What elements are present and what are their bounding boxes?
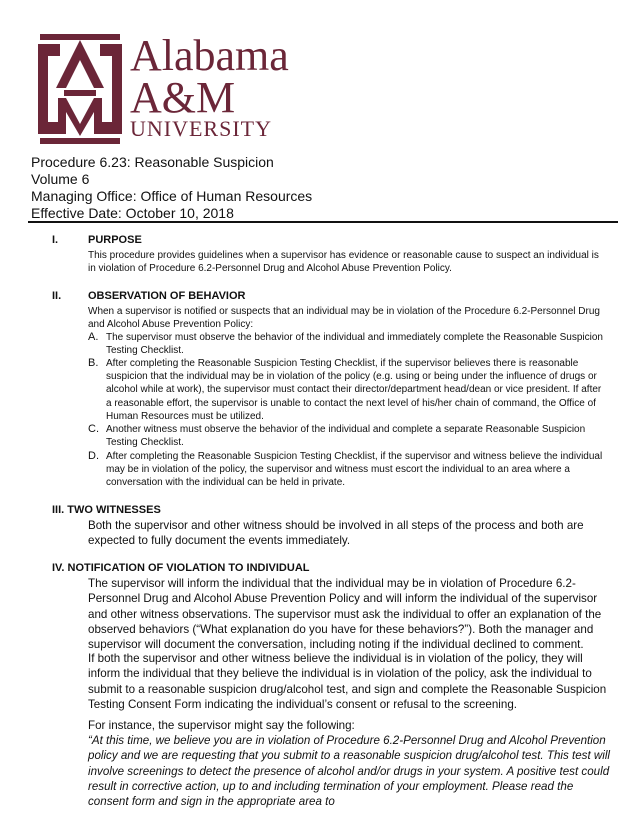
notification-paragraph-1: The supervisor will inform the individual that the individual may be in violation of Procedure 6.2-Personnel Drug and Alcohol Abuse Prevention Policy and will inform the individual of the supervisor and other witness observations. The supervisor must ask the individual to offer an explanation of the observed behaviors (“What explanation do you have for these behaviors?”). Both the manager and supervisor will document the conversation, including noting if the individual declined to comment. — [88, 577, 602, 652]
section-heading-witnesses: III. TWO WITNESSES — [52, 504, 161, 516]
procedure-volume: Volume 6 — [31, 171, 90, 187]
list-text: The supervisor must observe the behavior of the individual and immediately complete the Reasonable Suspicion Testing Checklist. — [106, 332, 603, 357]
observation-intro: When a supervisor is notified or suspects that an individual may be in violation of the Procedure 6.2-Personnel Drug and Alcohol Abuse Prevention Policy: — [88, 306, 600, 331]
list-item — [88, 331, 606, 357]
wordmark-line-2: A&M — [130, 73, 236, 122]
example-quote: “At this time, we believe you are in violation of Procedure 6.2-Personnel Drug and Alcohol Prevention policy and we are requesting that you submit to a reasonable suspicion drug/alcohol test. This test will involve screenings to detect the presence of alcohol and/or drugs in your system. A positive test could result in corrective action, up to and including termination of your employment. Please read the consent form and sign in the appropriate area to — [88, 734, 611, 809]
effective-date: Effective Date: October 10, 2018 — [31, 205, 234, 221]
list-item — [88, 450, 606, 490]
list-item — [88, 423, 606, 449]
list-letter: A. — [88, 331, 99, 343]
header-divider — [28, 221, 618, 223]
list-text: Another witness must observe the behavior of the individual and complete a separate Reasonable Suspicion Testing Checklist. — [106, 424, 586, 449]
purpose-body: This procedure provides guidelines when a supervisor has evidence or reasonable cause to suspect an individual is in violation of Procedure 6.2-Personnel Drug and Alcohol Abuse Prevention Policy. — [88, 250, 599, 275]
section-heading-notification: IV. NOTIFICATION OF VIOLATION TO INDIVIDUAL — [52, 562, 310, 574]
list-text: After completing the Reasonable Suspicion Testing Checklist, if the supervisor and witness believe the individual may be in violation of the policy, the supervisor and witness must escort the individual to an area where a conversation with the individual can be held in private. — [106, 451, 603, 489]
notification-paragraph-3: For instance, the supervisor might say the following: — [88, 719, 355, 732]
procedure-meta — [31, 154, 312, 222]
witnesses-body: Both the supervisor and other witness should be involved in all steps of the process and both are expected to fully document the events immediately. — [88, 519, 584, 548]
list-letter: C. — [88, 423, 99, 435]
university-logo-mark — [30, 34, 130, 144]
list-letter: D. — [88, 450, 99, 462]
procedure-title: Procedure 6.23: Reasonable Suspicion — [31, 154, 274, 170]
section-heading-observation: OBSERVATION OF BEHAVIOR — [88, 290, 246, 302]
list-letter: B. — [88, 357, 99, 369]
notification-paragraph-2: If both the supervisor and other witness believe the individual is in violation of the policy, they will inform the individual that they believe the individual is in violation of the policy, ask the individual to submit to a reasonable suspicion drug/alcohol test, and sign and complete the Reasonable Suspicion Testing Consent Form indicating the individual’s consent or refusal to the screening. — [88, 652, 607, 711]
wordmark-line-3: UNIVERSITY — [130, 116, 272, 141]
section-number: I. — [52, 234, 59, 246]
university-wordmark — [130, 31, 289, 141]
wordmark-line-1: Alabama — [130, 31, 289, 80]
list-item — [88, 357, 606, 423]
section-number: II. — [52, 290, 62, 302]
managing-office: Managing Office: Office of Human Resources — [31, 188, 313, 204]
section-heading-purpose: PURPOSE — [88, 234, 142, 246]
list-text: After completing the Reasonable Suspicion Testing Checklist, if the supervisor believes there is reasonable suspicion that the individual may be in violation of the policy (e.g. using or being under the influence of drugs or alcohol while at work), the supervisor must contact their director/department head/dean or vice president. If after a reasonable effort, the supervisor is unable to contact the next level of his/her chain of command, the Office of Human Resources must be utilized. — [106, 358, 602, 422]
